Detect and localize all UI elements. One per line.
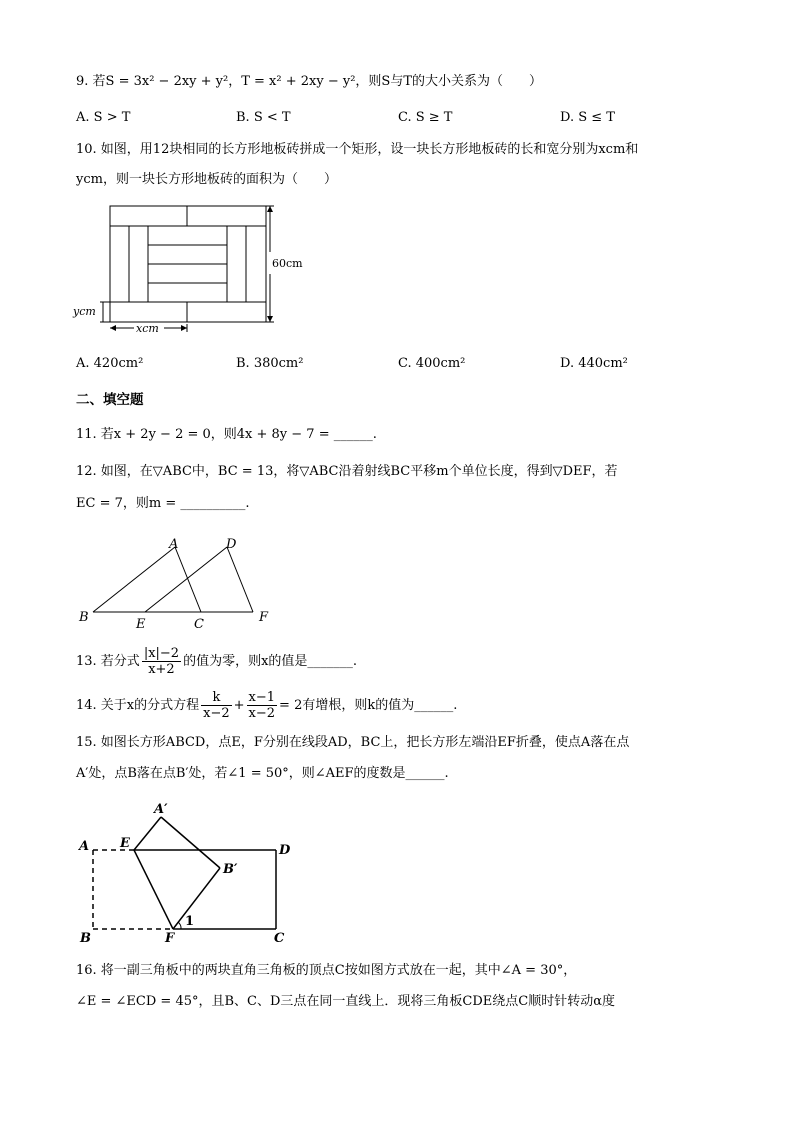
segment-ed [145, 547, 227, 612]
q13-stem [76, 644, 357, 680]
q14-suffix: = 2有增根，则k的值为______. [279, 698, 458, 713]
label-60cm: 60cm [272, 257, 303, 270]
q13-suffix: 的值为零，则x的值是_______. [183, 654, 358, 669]
segment-a1b1 [161, 817, 220, 868]
q10-option-d: D. 440cm² [560, 356, 628, 371]
q12-stem-line2: EC = 7，则m = __________. [76, 496, 250, 511]
segment-ef [134, 850, 173, 929]
q9-option-b: B. S < T [236, 110, 291, 125]
segment-ab [93, 547, 175, 612]
label-b: B [79, 610, 89, 625]
q14-f1-numerator: k [201, 690, 232, 706]
q14-f1-denominator: x−2 [203, 706, 230, 721]
q10-option-b: B. 380cm² [236, 356, 304, 371]
q14-plus: + [233, 698, 245, 713]
q13-fraction [142, 646, 181, 677]
q12-stem-line1: 12. 如图，在▽ABC中，BC = 13，将▽ABC沿着射线BC平移m个单位长度，得到▽DEF，若 [76, 464, 618, 479]
label-d: D [226, 537, 237, 552]
q10-option-a: A. 420cm² [76, 356, 144, 371]
label-e: E [136, 617, 146, 632]
q15-fold-figure [75, 798, 300, 948]
label-e: E [120, 836, 130, 851]
q15-stem-line2: A′处，点B落在点B′处，若∠1 = 50°，则∠AEF的度数是______. [76, 766, 449, 781]
q10-tiles-figure [70, 200, 310, 335]
q13-numerator: |x|−2 [143, 646, 180, 661]
q9-option-c: C. S ≥ T [398, 110, 453, 125]
q9-stem: 9. 若S = 3x² − 2xy + y²，T = x² + 2xy − y²，则S与T的大小关系为（ ） [76, 74, 542, 89]
q14-f2-numerator: x−1 [248, 690, 276, 705]
q10-stem-line1: 10. 如图，用12块相同的长方形地板砖拼成一个矩形，设一块长方形地板砖的长和宽分别为xcm和 [76, 142, 639, 157]
q14-stem [76, 688, 457, 724]
q14-prefix: 14. 关于x的分式方程 [76, 698, 200, 713]
label-c: C [194, 617, 204, 632]
q14-f2-denominator: x−2 [248, 706, 276, 721]
q10-stem-line2: ycm，则一块长方形地板砖的面积为（ ） [76, 172, 337, 187]
q14-fraction-2 [247, 690, 278, 721]
segment-df [227, 547, 253, 612]
label-xcm: xcm [136, 322, 159, 335]
angle-1-arc [178, 922, 181, 929]
label-f: F [165, 931, 175, 946]
label-c: C [274, 931, 285, 946]
label-a: A [79, 839, 90, 854]
label-d: D [279, 843, 291, 858]
q9-option-d: D. S ≤ T [560, 110, 615, 125]
segment-ea1 [134, 817, 161, 850]
label-angle-1: 1 [185, 914, 195, 929]
q12-translation-figure [75, 532, 280, 632]
label-a: A [169, 537, 179, 552]
label-a-prime: A′ [154, 802, 168, 817]
q16-stem-line2: ∠E = ∠ECD = 45°，且B、C、D三点在同一直线上．现将三角板CDE绕点C顺时针转动α度 [76, 994, 615, 1009]
q16-stem-line1: 16. 将一副三角板中的两块直角三角板的顶点C按如图方式放在一起，其中∠A = 30°， [76, 963, 577, 978]
q14-fraction-1 [201, 690, 232, 721]
label-ycm: ycm [73, 305, 96, 318]
q13-denominator: x+2 [148, 662, 175, 677]
segment-ac [175, 547, 201, 612]
label-b: B [80, 931, 91, 946]
q13-prefix: 13. 若分式 [76, 654, 140, 669]
q15-stem-line1: 15. 如图长方形ABCD，点E，F分别在线段AD，BC上，把长方形左端沿EF折叠，使点A落在点 [76, 735, 630, 750]
segment-b1f [173, 868, 220, 929]
section-title-fill-in: 二、填空题 [76, 392, 144, 408]
q9-option-a: A. S > T [76, 110, 131, 125]
label-f: F [259, 610, 269, 625]
q11-stem: 11. 若x + 2y − 2 = 0，则4x + 8y − 7 = ______. [76, 427, 377, 442]
q10-option-c: C. 400cm² [398, 356, 466, 371]
label-b-prime: B′ [223, 862, 238, 877]
